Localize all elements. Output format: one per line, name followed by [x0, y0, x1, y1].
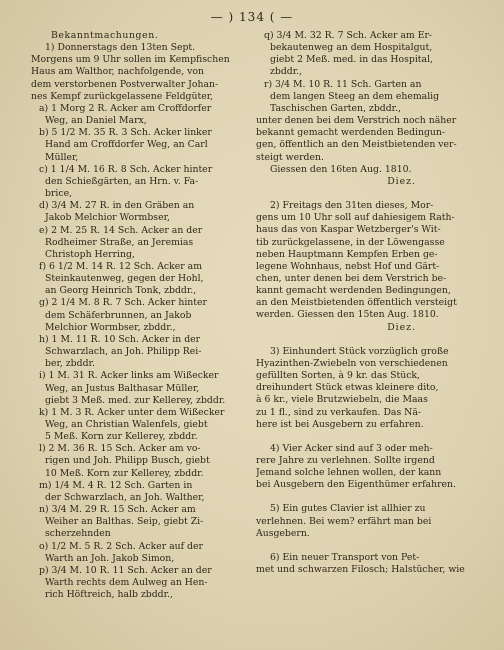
- text-line: an Georg Heinrich Tonk, zbddr.,: [45, 285, 197, 297]
- text-line: unter denen bei dem Verstrich noch näher: [256, 115, 457, 127]
- text-line: Weiher an Balthas. Seip, giebt Zi-: [45, 516, 204, 528]
- text-line: haus das von Kaspar Wetzberger's Wit-: [256, 224, 441, 236]
- text-line: Warth rechts dem Aulweg an Hen-: [45, 577, 208, 589]
- text-line: n) 3/4 M. 29 R. 15 Sch. Acker am: [39, 504, 196, 516]
- text-line: Giessen den 16ten Aug. 1810.: [270, 163, 412, 175]
- text-line: Haus am Walthor, nachfolgende, von: [31, 66, 204, 78]
- text-line: Melchior Wormbser, zbddr.,: [45, 321, 176, 333]
- text-line: Jakob Melchior Wormbser,: [45, 212, 170, 224]
- signature-diez: Diez.: [387, 175, 416, 187]
- text-line: Morgens um 9 Uhr sollen im Kempfischen: [31, 54, 230, 66]
- text-line: giebt 2 Meß. med. in das Hospital,: [270, 54, 434, 66]
- text-line: bekannt gemacht werdenden Bedingun-: [256, 127, 446, 139]
- text-line: gefüllten Sorten, à 9 kr. das Stück,: [256, 370, 420, 382]
- text-line: zu 1 fl., sind zu verkaufen. Das Nä-: [256, 406, 422, 418]
- text-line: 6) Ein neuer Transport von Pet-: [270, 551, 420, 563]
- text-line: tib zurückgelassene, in der Löwengasse: [256, 236, 445, 248]
- text-line: here ist bei Ausgebern zu erfahren.: [256, 418, 424, 430]
- text-line: 5 Meß. Korn zur Kellerey, zbddr.: [45, 431, 198, 443]
- text-line: Jemand solche lehnen wollen, der kann: [256, 467, 442, 479]
- text-line: rigen und Joh. Philipp Busch, giebt: [45, 455, 210, 467]
- text-line: Rodheimer Straße, an Jeremias: [45, 236, 194, 248]
- text-line: Müller,: [45, 151, 79, 163]
- text-line: 5) Ein gutes Clavier ist allhier zu: [270, 503, 426, 515]
- text-line: legene Wohnhaus, nebst Hof und Gärt-: [256, 260, 440, 272]
- text-line: gen, öffentlich an den Meistbietenden ver-: [256, 139, 457, 151]
- page-number: — ) 134 ( —: [210, 10, 294, 24]
- text-line: k) 1 M. 3 R. Acker unter dem Wißecker: [39, 406, 225, 418]
- text-line: r) 3/4 M. 10 R. 11 Sch. Garten an: [264, 78, 422, 90]
- text-line: neben Hauptmann Kempfen Erben ge-: [256, 248, 438, 260]
- text-line: bekautenweg an dem Hospitalgut,: [270, 42, 433, 54]
- text-line: nes Kempf zurückgelassene Feldgüter,: [31, 90, 214, 102]
- text-line: kannt gemacht werdenden Bedingungen,: [256, 285, 451, 297]
- text-line: b) 5 1/2 M. 35 R. 3 Sch. Acker linker: [39, 127, 212, 139]
- text-line: den Schießgärten, an Hrn. v. Fa-: [45, 175, 199, 187]
- text-line: steigt werden.: [256, 151, 324, 163]
- text-line: der Schwarzlach, an Joh. Walther,: [45, 491, 205, 503]
- text-line: m) 1/4 M. 4 R. 12 Sch. Garten in: [39, 479, 193, 491]
- left-column: [31, 30, 244, 601]
- text-line: Weg, an Christian Walenfels, giebt: [45, 419, 208, 430]
- text-line: o) 1/2 M. 5 R. 2 Sch. Acker auf der: [39, 540, 203, 552]
- text-line: 1) Donnerstags den 13ten Sept.: [45, 42, 196, 54]
- text-line: Weg, an Justus Balthasar Müller,: [45, 382, 200, 394]
- text-line: ber, zbddr.: [45, 358, 95, 370]
- text-line: l) 2 M. 36 R. 15 Sch. Acker am vo-: [39, 443, 201, 455]
- text-line: dem langen Steeg an dem ehemalig: [270, 90, 440, 102]
- right-column: [256, 30, 476, 576]
- text-line: brice,: [45, 188, 73, 200]
- text-line: Weg, an Daniel Marx,: [45, 115, 147, 127]
- text-line: 2) Freitags den 31ten dieses, Mor-: [270, 200, 434, 212]
- text-line: Ausgebern.: [256, 527, 310, 539]
- text-line: dreihundert Stück etwas kleinere dito,: [256, 382, 439, 394]
- text-line: e) 2 M. 25 R. 14 Sch. Acker an der: [39, 224, 203, 236]
- text-line: giebt 3 Meß. med. zur Kellerey, zbddr.: [45, 394, 226, 406]
- text-line: werden. Giessen den 15ten Aug. 1810.: [256, 309, 439, 321]
- section-heading: Bekanntmachungen.: [51, 30, 159, 41]
- text-line: Christoph Herring,: [45, 248, 135, 260]
- text-line: bei Ausgebern den Eigenthümer erfahren.: [256, 479, 456, 491]
- text-line: a) 1 Morg 2 R. Acker am Croffdorfer: [39, 102, 212, 114]
- text-line: met und schwarzen Filosch; Halstücher, wie: [256, 564, 465, 576]
- text-line: f) 6 1/2 M. 14 R. 12 Sch. Acker am: [39, 260, 203, 272]
- text-line: p) 3/4 M. 10 R. 11 Sch. Acker an der: [39, 564, 212, 576]
- text-line: Steinkautenweg, gegen der Hohl,: [45, 273, 204, 285]
- text-line: g) 2 1/4 M. 8 R. 7 Sch. Acker hinter: [39, 297, 207, 309]
- text-line: gens um 10 Uhr soll auf dahiesigem Rath-: [256, 212, 455, 224]
- text-line: scherzehnden: [45, 528, 111, 540]
- text-line: dem verstorbenen Postverwalter Johan-: [31, 78, 219, 90]
- text-line: Hyazinthen-Zwiebeln von verschiedenen: [256, 357, 448, 369]
- text-line: h) 1 M. 11 R. 10 Sch. Acker in der: [39, 333, 201, 345]
- text-line: Warth an Joh. Jakob Simon,: [45, 552, 175, 564]
- signature-diez: Diez.: [387, 321, 416, 333]
- text-line: 4) Vier Acker sind auf 3 oder meh-: [270, 442, 433, 454]
- text-line: Taschischen Garten, zbddr.,: [270, 102, 402, 114]
- text-line: i) 1 M. 31 R. Acker links am Wißecker: [39, 370, 219, 382]
- text-line: q) 3/4 M. 32 R. 7 Sch. Acker am Er-: [264, 30, 433, 41]
- text-line: Schwarzlach, an Joh. Philipp Rei-: [45, 346, 202, 358]
- text-line: 10 Meß. Korn zur Kellerey, zbddr.: [45, 467, 204, 479]
- text-line: verlehnen. Bei wem? erfährt man bei: [256, 515, 432, 527]
- text-line: rich Höftreich, halb zbddr.,: [45, 589, 173, 601]
- text-line: d) 3/4 M. 27 R. in den Gräben an: [39, 200, 195, 212]
- text-line: à 6 kr., viele Brutzwiebeln, die Maas: [256, 394, 428, 406]
- text-line: 3) Einhundert Stück vorzüglich große: [270, 345, 449, 357]
- text-line: Hand am Croffdorfer Weg, an Carl: [45, 139, 208, 151]
- text-line: zbddr.,: [270, 66, 303, 78]
- text-line: an den Meistbietenden öffentlich versteigt: [256, 297, 457, 309]
- text-line: rere Jahre zu verlehnen. Sollte irgend: [256, 455, 435, 466]
- text-line: dem Schäferbrunnen, an Jakob: [45, 309, 192, 321]
- text-line: chen, unter denen bei dem Verstrich be-: [256, 272, 447, 284]
- text-line: c) 1 1/4 M. 16 R. 8 Sch. Acker hinter: [39, 163, 213, 175]
